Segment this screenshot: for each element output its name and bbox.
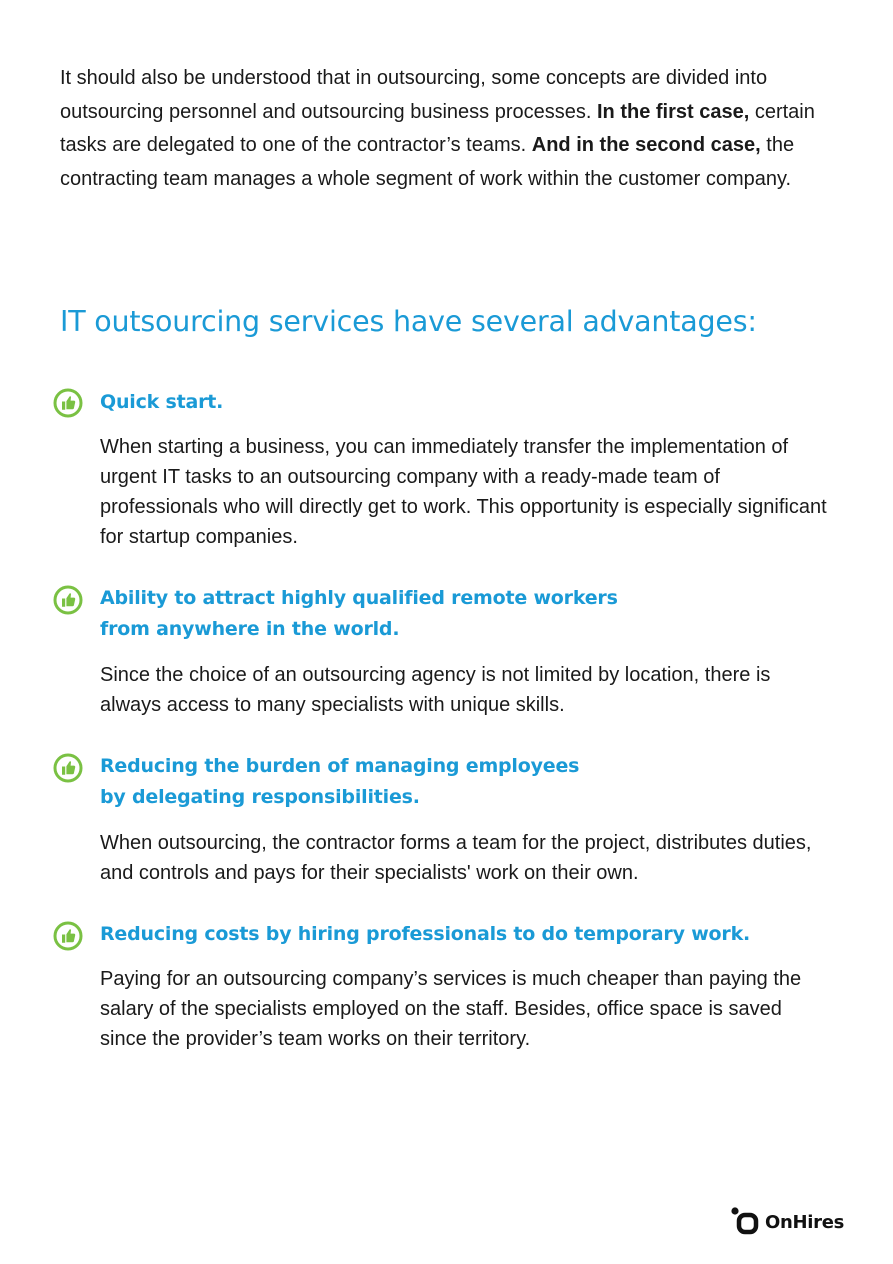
thumbs-up-icon xyxy=(53,585,83,615)
thumbs-up-icon xyxy=(53,921,83,951)
advantage-text: When starting a business, you can immediately transfer the implementation of urgent IT tasks to an outsourcing company with a ready-made team of professionals who will directly get to work. This opportunity is especially significant for startup companies. xyxy=(100,436,827,548)
advantage-title-line-1: Ability to attract highly qualified remote workers xyxy=(100,587,618,609)
intro-bold-2: And in the second case, xyxy=(531,134,761,156)
logo-text: OnHires xyxy=(765,1211,845,1233)
thumbs-up-icon xyxy=(53,753,83,783)
advantage-title-line-1: Reducing the burden of managing employees xyxy=(100,755,580,777)
advantage-title-line-1: Quick start. xyxy=(100,391,224,413)
section-title: IT outsourcing services have several advantages: xyxy=(60,305,757,338)
intro-paragraph xyxy=(60,62,820,196)
advantage-title-line-2: by delegating responsibilities. xyxy=(100,786,420,808)
advantage-title xyxy=(100,583,840,645)
thumbs-up-icon xyxy=(53,388,83,418)
advantage-title-line-1: Reducing costs by hiring professionals to do temporary work. xyxy=(100,923,751,945)
advantage-title xyxy=(100,751,840,813)
intro-text-3: the contracting team manages a whole segment of work within the customer company. xyxy=(60,134,795,190)
intro-text-2: certain tasks are delegated to one of the contractor’s teams. xyxy=(60,100,815,156)
onhires-logo-mark-icon xyxy=(730,1206,760,1238)
advantage-text: Paying for an outsourcing company’s services is much cheaper than paying the salary of the specialists employed on the staff. Besides, office space is saved since the provider’s team works on their territory. xyxy=(100,968,802,1050)
advantage-title xyxy=(100,387,840,418)
intro-bold-1: In the first case, xyxy=(597,100,750,123)
advantage-text: Since the choice of an outsourcing agency is not limited by location, there is always access to many specialists with unique skills. xyxy=(100,664,771,716)
advantage-title-line-2: from anywhere in the world. xyxy=(100,618,400,640)
onhires-logo xyxy=(730,1204,844,1240)
intro-text-1: It should also be understood that in outsourcing, some concepts are divided into outsourcing personnel and outsourcing business processes. xyxy=(60,67,768,123)
advantage-text: When outsourcing, the contractor forms a team for the project, distributes duties, and controls and pays for their specialists' work on their own. xyxy=(100,832,812,884)
advantage-title xyxy=(100,919,840,950)
